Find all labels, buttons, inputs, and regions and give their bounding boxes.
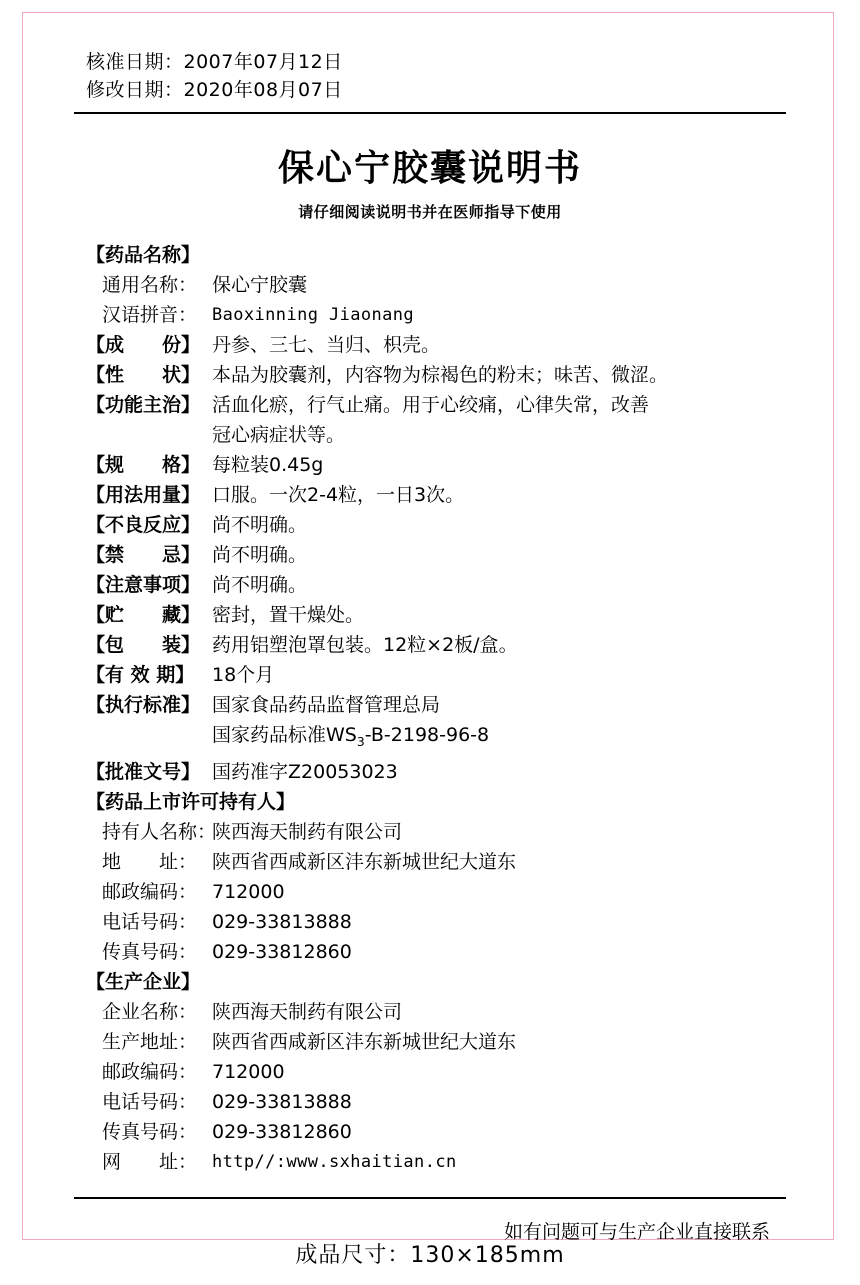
section-label: 持有人名称： bbox=[102, 820, 217, 843]
section-label: 企业名称： bbox=[102, 1000, 198, 1023]
section-row bbox=[86, 360, 800, 390]
section-label: 传真号码： bbox=[102, 1120, 198, 1143]
section-value: 陕西省西咸新区沣东新城世纪大道东 bbox=[212, 850, 517, 873]
section-row bbox=[86, 630, 800, 660]
section-value: 丹参、三七、当归、枳壳。 bbox=[212, 334, 441, 356]
section-label: 【禁 忌】 bbox=[86, 544, 201, 566]
section-value: 712000 bbox=[212, 880, 285, 903]
date-block bbox=[60, 48, 800, 104]
section-label: 【功能主治】 bbox=[86, 394, 201, 416]
section-row bbox=[86, 787, 800, 817]
section-value: 尚不明确。 bbox=[212, 514, 308, 536]
section-label: 传真号码： bbox=[102, 940, 198, 963]
section-value: http//:www.sxhaitian.cn bbox=[212, 1151, 457, 1172]
section-value: 陕西省西咸新区沣东新城世纪大道东 bbox=[212, 1030, 517, 1053]
section-row bbox=[86, 847, 800, 877]
section-row bbox=[86, 390, 800, 420]
section-continuation: 冠心病症状等。 bbox=[212, 424, 346, 446]
section-value: 本品为胶囊剂，内容物为棕褐色的粉末；味苦、微涩。 bbox=[212, 364, 669, 386]
section-row bbox=[86, 300, 800, 330]
section-label: 【批准文号】 bbox=[86, 760, 201, 783]
section-row bbox=[86, 1147, 800, 1177]
section-row bbox=[86, 330, 800, 360]
page-title: 保心宁胶囊说明书 bbox=[277, 148, 582, 189]
section-label: 电话号码： bbox=[102, 910, 198, 933]
section-label: 地 址： bbox=[102, 850, 198, 873]
section-label: 网 址： bbox=[102, 1150, 198, 1173]
section-row bbox=[86, 937, 800, 967]
package-insert-sheet bbox=[60, 48, 800, 1243]
section-row bbox=[86, 967, 800, 997]
footer-note: 如有问题可与生产企业直接联系 bbox=[503, 1220, 770, 1243]
finished-size-note: 成品尺寸：130×185mm bbox=[295, 1243, 565, 1268]
section-label: 通用名称： bbox=[102, 274, 198, 296]
section-row bbox=[86, 540, 800, 570]
section-row bbox=[86, 817, 800, 847]
insert-body bbox=[60, 240, 800, 1177]
section-value: 029-33812860 bbox=[212, 1120, 352, 1143]
section-label: 【注意事项】 bbox=[86, 574, 201, 596]
section-row bbox=[86, 1117, 800, 1147]
section-row bbox=[86, 690, 800, 720]
section-row bbox=[86, 480, 800, 510]
section-row bbox=[86, 570, 800, 600]
section-row bbox=[86, 510, 800, 540]
section-label: 【规 格】 bbox=[86, 454, 201, 476]
section-value: 陕西海天制药有限公司 bbox=[212, 820, 403, 843]
section-label: 【成 份】 bbox=[86, 334, 201, 356]
section-value: 尚不明确。 bbox=[212, 574, 308, 596]
section-label: 生产地址： bbox=[102, 1030, 198, 1053]
approval-date: 核准日期：2007年07月12日 bbox=[86, 51, 343, 73]
section-row bbox=[86, 660, 800, 690]
section-value: 712000 bbox=[212, 1060, 285, 1083]
section-row bbox=[86, 877, 800, 907]
section-value: 活血化瘀，行气止痛。用于心绞痛，心律失常，改善 bbox=[212, 394, 650, 416]
section-value: 18个月 bbox=[212, 664, 275, 686]
section-value: 陕西海天制药有限公司 bbox=[212, 1000, 403, 1023]
section-label: 【执行标准】 bbox=[86, 694, 201, 716]
section-row bbox=[86, 907, 800, 937]
section-value: 029-33812860 bbox=[212, 940, 352, 963]
section-value: 每粒装0.45g bbox=[212, 454, 324, 476]
section-value: 保心宁胶囊 bbox=[212, 274, 308, 296]
section-row bbox=[86, 757, 800, 787]
section-row bbox=[86, 240, 800, 270]
section-label: 汉语拼音： bbox=[102, 304, 198, 326]
section-label: 【生产企业】 bbox=[86, 970, 201, 993]
section-value: 029-33813888 bbox=[212, 1090, 352, 1113]
section-label: 邮政编码： bbox=[102, 880, 198, 903]
section-label: 【性 状】 bbox=[86, 364, 201, 386]
section-label: 【不良反应】 bbox=[86, 514, 201, 536]
section-value: 029-33813888 bbox=[212, 910, 352, 933]
section-label: 【包 装】 bbox=[86, 634, 201, 656]
section-label: 电话号码： bbox=[102, 1090, 198, 1113]
section-row bbox=[86, 1087, 800, 1117]
section-row bbox=[86, 1027, 800, 1057]
page-subtitle: 请仔细阅读说明书并在医师指导下使用 bbox=[298, 203, 562, 221]
section-row bbox=[86, 600, 800, 630]
section-label: 【用法用量】 bbox=[86, 484, 201, 506]
section-value: 国家食品药品监督管理总局 bbox=[212, 694, 441, 716]
section-value: 尚不明确。 bbox=[212, 544, 308, 566]
section-value: Baoxinning Jiaonang bbox=[212, 305, 415, 325]
section-label: 邮政编码： bbox=[102, 1060, 198, 1083]
section-row bbox=[86, 1057, 800, 1087]
revision-date: 修改日期：2020年08月07日 bbox=[86, 79, 343, 101]
section-value: 药用铝塑泡罩包装。12粒×2板/盒。 bbox=[212, 634, 518, 656]
section-value: 密封，置干燥处。 bbox=[212, 604, 365, 626]
section-label: 【贮 藏】 bbox=[86, 604, 201, 626]
section-label: 【有 效 期】 bbox=[86, 664, 195, 686]
section-label: 【药品名称】 bbox=[86, 244, 201, 266]
section-row bbox=[86, 450, 800, 480]
section-row bbox=[86, 997, 800, 1027]
section-value: 国药准字Z20053023 bbox=[212, 760, 398, 783]
section-row bbox=[86, 270, 800, 300]
section-value: 口服。一次2-4粒，一日3次。 bbox=[212, 484, 465, 506]
section-continuation-standard: 国家药品标准$WS_3-B-2198-96-8$ bbox=[212, 724, 490, 749]
header-divider bbox=[74, 112, 786, 114]
footer-divider bbox=[74, 1197, 786, 1199]
section-label: 【药品上市许可持有人】 bbox=[86, 790, 296, 813]
